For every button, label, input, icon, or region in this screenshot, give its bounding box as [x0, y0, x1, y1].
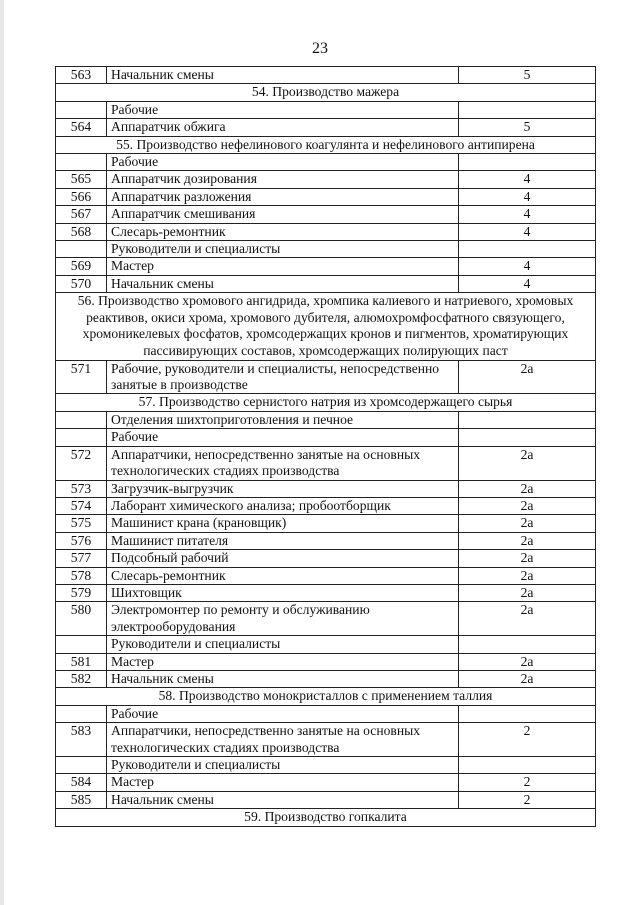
- occupation-name: Загрузчик-выгрузчик: [107, 480, 459, 497]
- group-label-row: [56, 429, 596, 446]
- list-value: 2а: [459, 584, 596, 601]
- section-heading: 56. Производство хромового ангидрида, хромпика калиевого и натриевого, хромовых реактивов, окиси хрома, хромового дубителя, алюмохромфосфатного связующего, хромоникелевых фосфатов, хромсодержащих кронов и пигментов, хроматирующих пассивирующих составов, хромсодержащих полирующих паст: [56, 293, 596, 360]
- row-number: 582: [56, 670, 107, 687]
- scan-edge: [0, 0, 4, 905]
- list-value: [459, 636, 596, 653]
- row-number: 563: [56, 67, 107, 84]
- group-label: Рабочие: [107, 154, 459, 171]
- row-number: 572: [56, 446, 107, 480]
- row-number: 566: [56, 188, 107, 205]
- table-row: [56, 480, 596, 497]
- group-label-row: [56, 636, 596, 653]
- row-number: 579: [56, 584, 107, 601]
- occupation-name: Подсобный рабочий: [107, 550, 459, 567]
- group-label: Руководители и специалисты: [107, 241, 459, 258]
- list-value: 2а: [459, 602, 596, 636]
- section-heading-row: [56, 136, 596, 153]
- occupation-name: Мастер: [107, 258, 459, 275]
- row-number: 564: [56, 119, 107, 136]
- list-value: 4: [459, 223, 596, 240]
- occupation-name: Аппаратчик дозирования: [107, 171, 459, 188]
- section-heading-row: [56, 809, 596, 826]
- row-number: [56, 241, 107, 258]
- occupation-name: Аппаратчики, непосредственно занятые на основных технологических стадиях производства: [107, 723, 459, 757]
- group-label-row: [56, 154, 596, 171]
- section-heading-row: [56, 688, 596, 705]
- row-number: 571: [56, 360, 107, 394]
- list-value: 4: [459, 258, 596, 275]
- list-value: 2: [459, 723, 596, 757]
- list-value: 2а: [459, 497, 596, 514]
- section-heading: 58. Производство монокристаллов с применением таллия: [56, 688, 596, 705]
- row-number: 576: [56, 532, 107, 549]
- table-row: [56, 171, 596, 188]
- list-value: 2а: [459, 550, 596, 567]
- list-value: 2а: [459, 653, 596, 670]
- row-number: [56, 757, 107, 774]
- section-heading: 54. Производство мажера: [56, 84, 596, 101]
- list-value: 4: [459, 206, 596, 223]
- row-number: 573: [56, 480, 107, 497]
- occupation-name: Аппаратчик смешивания: [107, 206, 459, 223]
- group-label: Рабочие: [107, 705, 459, 722]
- row-number: 570: [56, 275, 107, 292]
- list-value: [459, 705, 596, 722]
- table-row: [56, 550, 596, 567]
- occupation-name: Аппаратчик разложения: [107, 188, 459, 205]
- row-number: 568: [56, 223, 107, 240]
- list-value: [459, 429, 596, 446]
- occupation-name: Электромонтер по ремонту и обслуживанию электрооборудования: [107, 602, 459, 636]
- occupation-name: Начальник смены: [107, 670, 459, 687]
- list-value: [459, 154, 596, 171]
- list-value: 2: [459, 791, 596, 808]
- table-row: [56, 497, 596, 514]
- row-number: 575: [56, 515, 107, 532]
- occupation-name: Шихтовщик: [107, 584, 459, 601]
- group-label-row: [56, 411, 596, 428]
- occupation-name: Аппаратчики, непосредственно занятые на основных технологических стадиях производства: [107, 446, 459, 480]
- list-value: 2а: [459, 532, 596, 549]
- table-row: [56, 119, 596, 136]
- table-row: [56, 258, 596, 275]
- list-value: [459, 241, 596, 258]
- row-number: [56, 154, 107, 171]
- list-value: 5: [459, 67, 596, 84]
- group-label-row: [56, 101, 596, 118]
- row-number: 578: [56, 567, 107, 584]
- occupation-name: Лаборант химического анализа; пробоотборщик: [107, 497, 459, 514]
- list-value: 2а: [459, 446, 596, 480]
- table-row: [56, 653, 596, 670]
- list-value: 2: [459, 774, 596, 791]
- group-label: Рабочие: [107, 101, 459, 118]
- table-row: [56, 188, 596, 205]
- table-row: [56, 275, 596, 292]
- list-value: 2а: [459, 480, 596, 497]
- occupation-name: Мастер: [107, 774, 459, 791]
- list-value: 5: [459, 119, 596, 136]
- table-row: [56, 584, 596, 601]
- group-label-row: [56, 705, 596, 722]
- occupation-name: Аппаратчик обжига: [107, 119, 459, 136]
- occupation-name: Рабочие, руководители и специалисты, непосредственно занятые в производстве: [107, 360, 459, 394]
- section-heading-row: [56, 394, 596, 411]
- occupation-name: Слесарь-ремонтник: [107, 223, 459, 240]
- list-value: 2а: [459, 670, 596, 687]
- section-heading-row: [56, 293, 596, 360]
- table-row: [56, 446, 596, 480]
- row-number: 581: [56, 653, 107, 670]
- section-heading-row: [56, 84, 596, 101]
- list-value: [459, 411, 596, 428]
- table-row: [56, 791, 596, 808]
- table-body: [56, 67, 596, 827]
- row-number: [56, 411, 107, 428]
- occupation-name: Начальник смены: [107, 275, 459, 292]
- list-value: 4: [459, 275, 596, 292]
- row-number: 585: [56, 791, 107, 808]
- group-label: Рабочие: [107, 429, 459, 446]
- row-number: 567: [56, 206, 107, 223]
- table-row: [56, 206, 596, 223]
- section-heading: 55. Производство нефелинового коагулянта и нефелинового антипирена: [56, 136, 596, 153]
- section-heading: 59. Производство гопкалита: [56, 809, 596, 826]
- section-heading: 57. Производство сернистого натрия из хромсодержащего сырья: [56, 394, 596, 411]
- list-value: 4: [459, 171, 596, 188]
- row-number: 580: [56, 602, 107, 636]
- table-row: [56, 723, 596, 757]
- group-label: Руководители и специалисты: [107, 636, 459, 653]
- group-label-row: [56, 757, 596, 774]
- list-value: 2а: [459, 567, 596, 584]
- occupation-name: Машинист крана (крановщик): [107, 515, 459, 532]
- table-row: [56, 602, 596, 636]
- list-value: 4: [459, 188, 596, 205]
- row-number: 565: [56, 171, 107, 188]
- occupation-table: [55, 66, 596, 827]
- group-label: Отделения шихтоприготовления и печное: [107, 411, 459, 428]
- row-number: [56, 636, 107, 653]
- row-number: [56, 429, 107, 446]
- row-number: 574: [56, 497, 107, 514]
- page-number: 23: [312, 40, 328, 57]
- occupation-name: Начальник смены: [107, 791, 459, 808]
- occupation-name: Начальник смены: [107, 67, 459, 84]
- list-value: 2а: [459, 360, 596, 394]
- occupation-name: Мастер: [107, 653, 459, 670]
- row-number: 583: [56, 723, 107, 757]
- row-number: [56, 101, 107, 118]
- occupation-name: Машинист питателя: [107, 532, 459, 549]
- row-number: 577: [56, 550, 107, 567]
- row-number: 584: [56, 774, 107, 791]
- group-label-row: [56, 241, 596, 258]
- table-row: [56, 67, 596, 84]
- list-value: [459, 757, 596, 774]
- list-value: [459, 101, 596, 118]
- table-row: [56, 670, 596, 687]
- table-row: [56, 360, 596, 394]
- table-row: [56, 774, 596, 791]
- group-label: Руководители и специалисты: [107, 757, 459, 774]
- row-number: [56, 705, 107, 722]
- occupation-name: Слесарь-ремонтник: [107, 567, 459, 584]
- table-row: [56, 567, 596, 584]
- table-row: [56, 515, 596, 532]
- row-number: 569: [56, 258, 107, 275]
- table-row: [56, 223, 596, 240]
- table-row: [56, 532, 596, 549]
- list-value: 2а: [459, 515, 596, 532]
